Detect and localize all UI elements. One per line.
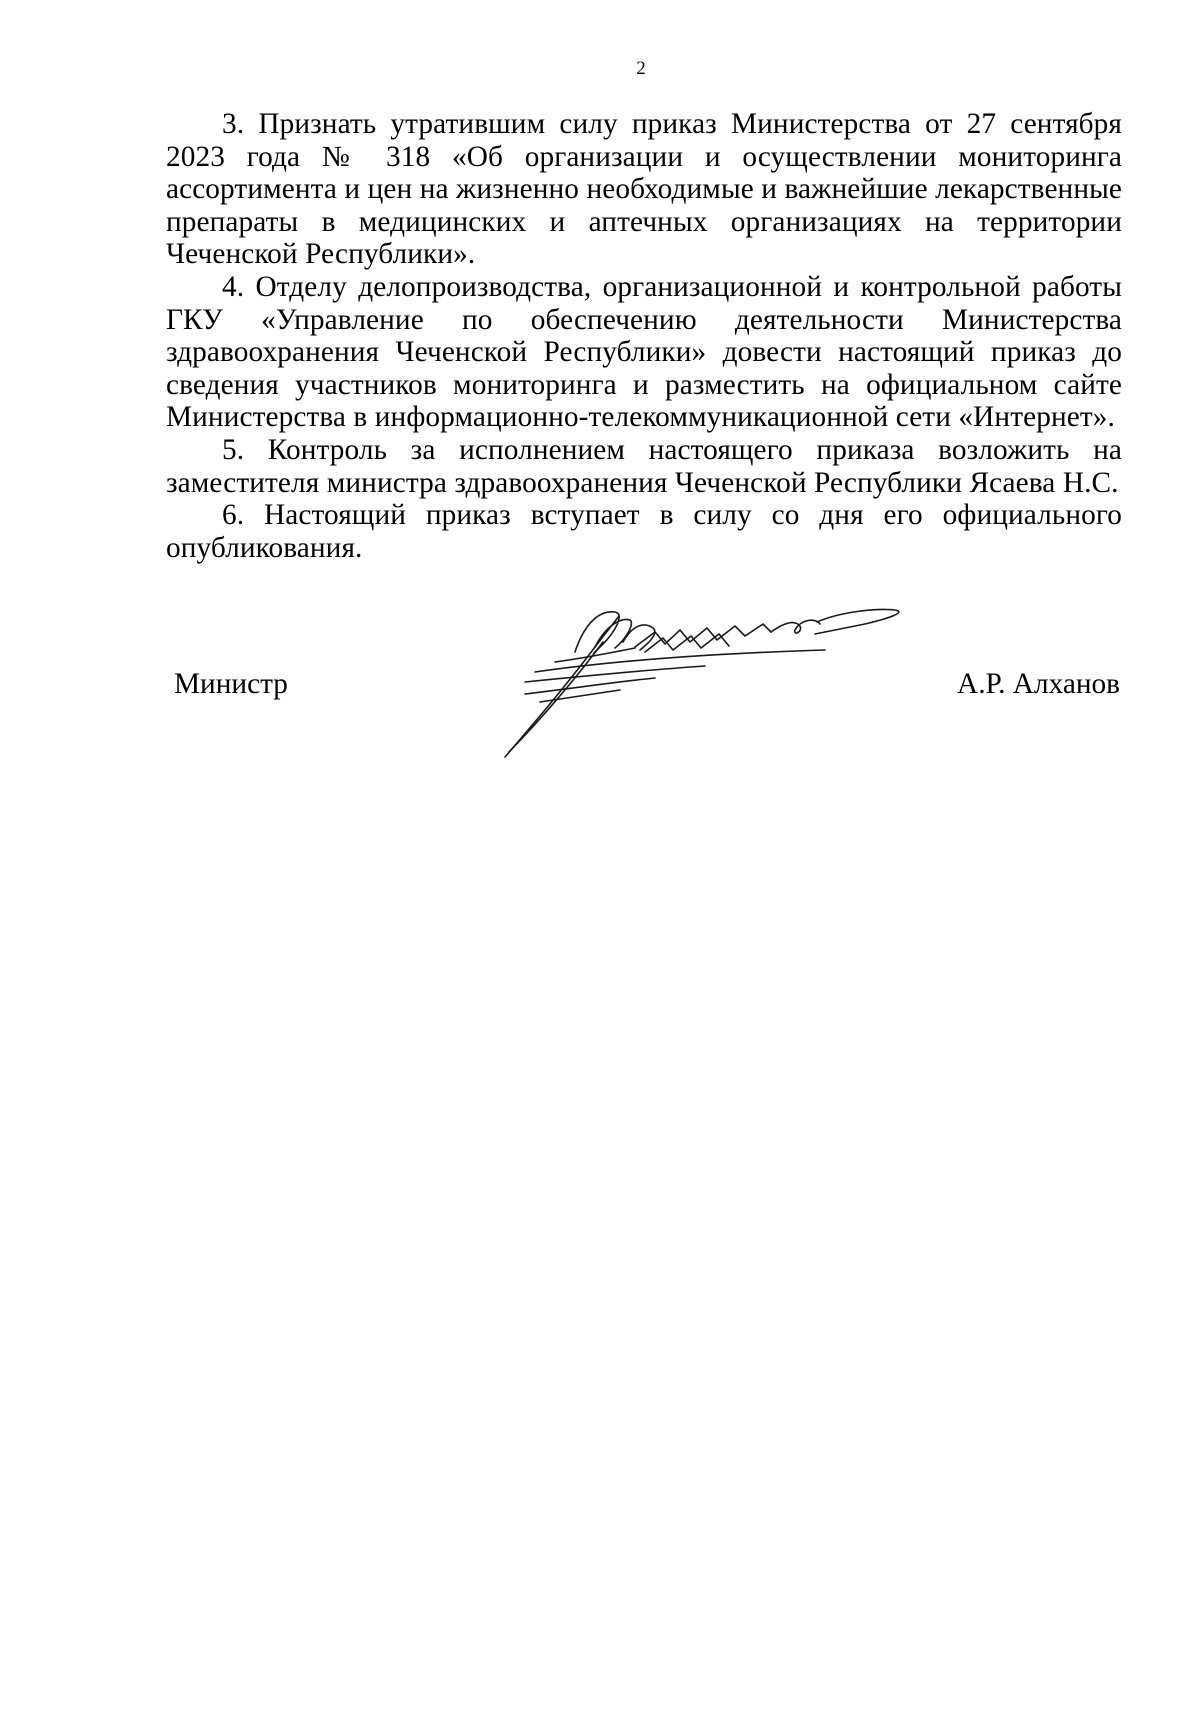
paragraph-3: 3. Признать утратившим силу приказ Министерства от 27 сентября 2023 года № 318 «Об организации и осуществлении мониторинга ассортимента и цен на жизненно необходимые и важнейшие лекарственные препараты в медицинских и аптечных организациях на территории Чеченской Республики». — [166, 108, 1122, 271]
signer-title: Министр — [174, 668, 288, 700]
paragraph-6: 6. Настоящий приказ вступает в силу со дня его официального опубликования. — [166, 499, 1122, 564]
page-number: 2 — [636, 58, 646, 79]
paragraph-5: 5. Контроль за исполнением настоящего приказа возложить на заместителя министра здравоохранения Чеченской Республики Ясаева Н.С. — [166, 433, 1122, 499]
signer-name: А.Р. Алханов — [957, 668, 1120, 700]
paragraph-4: 4. Отделу делопроизводства, организационной и контрольной работы ГКУ «Управление по обеспечению деятельности Министерства здравоохранения Чеченской Республики» довести настоящий приказ до сведения участников мониторинга и разместить на официальном сайте Министерства в информационно-телекоммуникационной сети «Интернет». — [166, 270, 1122, 434]
signature-block — [174, 667, 1120, 707]
document-body — [166, 108, 1122, 564]
